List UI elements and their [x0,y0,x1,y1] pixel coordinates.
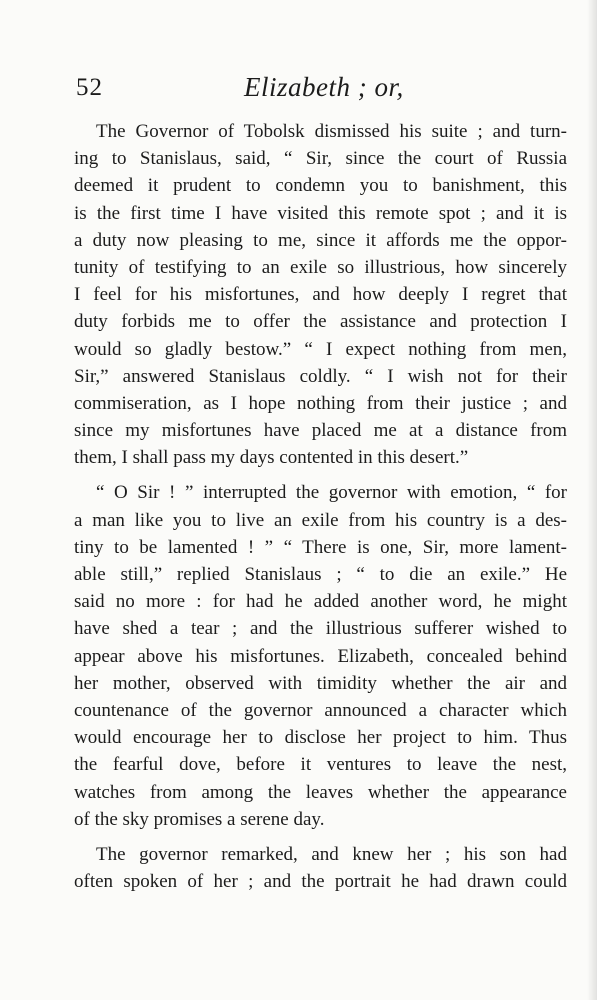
text-line: often spoken of her ; and the portrait he had drawn could [74,871,567,893]
body-text [74,118,567,895]
text-line: them, I shall pass my days contented in this desert.” [74,447,469,469]
text-line: since my misfortunes have placed me at a distance from [74,420,567,442]
text-line: of the sky promises a serene day. [74,808,325,830]
text-line: have shed a tear ; and the illustrious sufferer wished to [74,618,567,640]
text-line: a man like you to live an exile from his country is a des- [74,509,567,531]
text-line: tunity of testifying to an exile so illustrious, how sincerely [74,256,567,278]
text-line: is the first time I have visited this remote spot ; and it is [74,202,567,224]
text-line: appear above his misfortunes. Elizabeth, concealed behind [74,645,567,667]
text-line: watches from among the leaves whether the appearance [74,781,567,803]
text-line: would encourage her to disclose her project to him. Thus [74,727,567,749]
text-line: The governor remarked, and knew her ; his son had [96,843,567,865]
text-line: her mother, observed with timidity whether the air and [74,672,567,694]
text-line: Sir,” answered Stanislaus coldly. “ I wish not for their [74,365,567,387]
text-line: I feel for his misfortunes, and how deeply I regret that [74,284,567,306]
text-line: deemed it prudent to condemn you to banishment, this [74,175,567,197]
text-line: “ O Sir ! ” interrupted the governor with emotion, “ for [96,482,567,504]
text-line: the fearful dove, before it ventures to leave the nest, [74,754,567,776]
text-line: The Governor of Tobolsk dismissed his suite ; and turn- [96,121,567,142]
running-head: Elizabeth ; or, [244,72,404,102]
text-line: commiseration, as I hope nothing from their justice ; and [74,392,567,414]
text-line: said no more : for had he added another word, he might [74,591,567,613]
text-line: duty forbids me to offer the assistance and protection I [74,311,567,333]
text-line: would so gladly bestow.” “ I expect nothing from men, [74,338,567,360]
text-line: ing to Stanislaus, said, “ Sir, since the court of Russia [74,148,567,170]
text-line: able still,” replied Stanislaus ; “ to die an exile.” He [74,564,567,585]
text-line: a duty now pleasing to me, since it affords me the oppor- [74,229,567,251]
page-edge-shadow [587,0,597,1000]
page-number: 52 [76,74,103,101]
text-line: countenance of the governor announced a character which [74,699,567,721]
page-header [76,72,576,108]
text-line: tiny to be lamented ! ” “ There is one, Sir, more lament- [74,536,567,558]
